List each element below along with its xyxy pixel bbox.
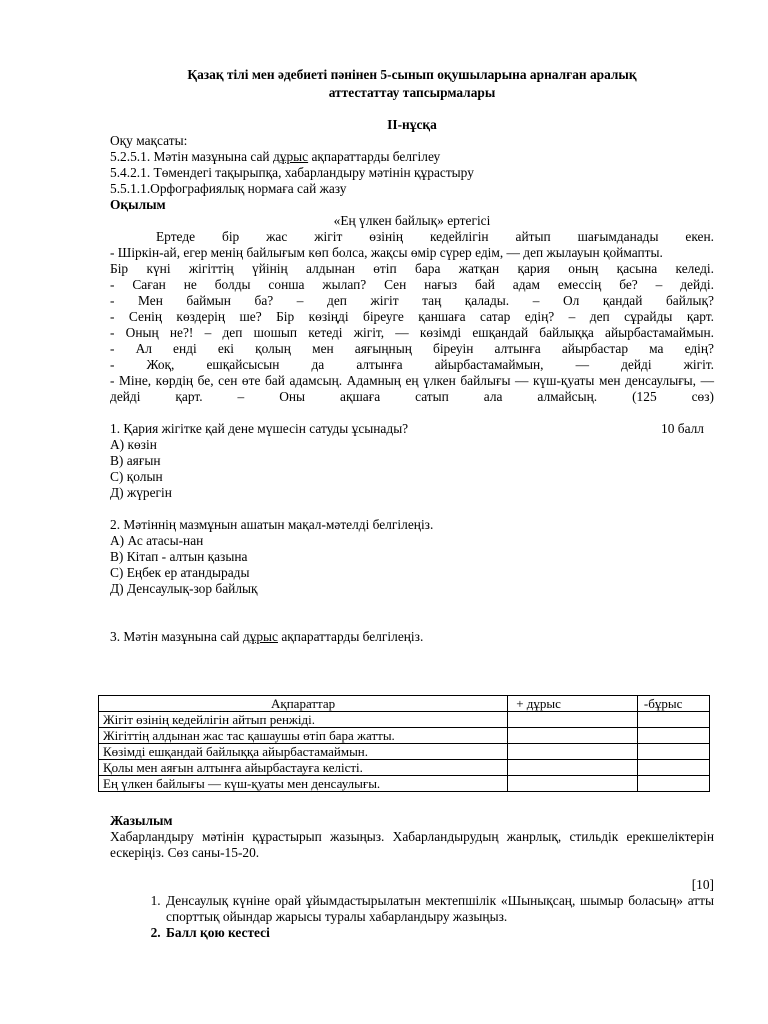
q2-option: С) Еңбек ер атандырады bbox=[110, 565, 250, 580]
question-2: 2. Мәтіннің мазмұнын ашатын мақал-мәтелді белгілеңіз. bbox=[110, 517, 434, 532]
document-page bbox=[110, 66, 714, 645]
page-title-line1: Қазақ тілі мен әдебиеті пәнінен 5-сынып оқушыларына арналған аралық bbox=[187, 67, 637, 82]
question-3: 3. Мәтін мазұнына сай дұрыс ақпараттарды белгілеңіз. bbox=[110, 629, 424, 644]
story-line: - Ал енді екі қолың мен аяғыңның біреуін алтынға айырбастар ма едің? bbox=[110, 341, 714, 356]
objectives-label: Оқу мақсаты: bbox=[110, 133, 188, 148]
objective-3: 5.5.1.1.Орфографиялық нормаға сай жазу bbox=[110, 181, 347, 196]
table-cell-statement: Көзімді ешқандай байлыққа айырбастамаймын. bbox=[99, 744, 508, 760]
variant-label: ІІ-нұсқа bbox=[387, 117, 437, 132]
question-1: 1. Қария жігітке қай дене мүшесін сатуды ұсынады? 10 балл bbox=[110, 421, 704, 436]
table-row bbox=[99, 712, 710, 728]
table-cell-incorrect[interactable] bbox=[637, 760, 709, 776]
table-row bbox=[99, 760, 710, 776]
table-cell-statement: Жігіттің алдынан жас тас қашаушы өтіп бара жатты. bbox=[99, 728, 508, 744]
info-table bbox=[98, 695, 710, 792]
story-line: Ертеде бір жас жігіт өзінің кедейлігін айтып шағымданады екен. bbox=[156, 229, 714, 244]
writing-task-2: 2. Балл қою кестесі bbox=[164, 925, 714, 941]
table-cell-incorrect[interactable] bbox=[637, 712, 709, 728]
writing-task-list bbox=[110, 893, 714, 941]
table-cell-correct[interactable] bbox=[508, 712, 638, 728]
story-line: - Мен баймын ба? – деп жігіт таң қалады. – Ол қандай байлық? bbox=[110, 293, 714, 308]
objective-1: 5.2.5.1. Мәтін мазұнына сай дұрыс ақпараттарды белгілеу bbox=[110, 149, 441, 164]
story-line: - Оның не?! – деп шошып кетеді жігіт, — көзімді ешқандай байлыққа айырбастамаймын. bbox=[110, 325, 714, 340]
story-line: Бір күні жігіттің үйінің алдынан өтіп бара жатқан қария оның қасына келеді. bbox=[110, 261, 714, 276]
q1-option: Д) жүрегін bbox=[110, 485, 172, 500]
q2-option: В) Кітап - алтын қазына bbox=[110, 549, 248, 564]
table-cell-incorrect[interactable] bbox=[637, 776, 709, 792]
writing-task-1: 1. Денсаулық күніне орай ұйымдастырылатын мектепшілік «Шынықсаң, шымыр боласың» атты спорттық ойындар жарысы туралы хабарландыру жазыңыз. bbox=[164, 893, 714, 925]
q1-option: В) аяғын bbox=[110, 453, 161, 468]
table-cell-correct[interactable] bbox=[508, 728, 638, 744]
writing-score: [10] bbox=[691, 877, 714, 892]
table-cell-correct[interactable] bbox=[508, 744, 638, 760]
question-1-score: 10 балл bbox=[661, 421, 704, 436]
table-header-info: Ақпараттар bbox=[99, 696, 508, 712]
story-title: «Ең үлкен байлық» ертегісі bbox=[333, 213, 491, 228]
story-line: - Саған не болды сонша жылап? Сен нағыз бай адам емессің бе? – дейді. bbox=[110, 277, 714, 292]
table-cell-correct[interactable] bbox=[508, 760, 638, 776]
story-line: - Жоқ, ешқайсысын да алтынға айырбастамаймын, — дейді жігіт. bbox=[110, 357, 714, 372]
story-line: - Міне, көрдің бе, сен өте бай адамсың. Адамның ең үлкен байлығы — күш-қуаты мен денсаулығы, — дейді қарт. – Оны ақшаға сатып ала алмайсың. (125 сөз) bbox=[110, 373, 714, 404]
table-cell-incorrect[interactable] bbox=[637, 728, 709, 744]
table-row bbox=[99, 728, 710, 744]
q1-option: С) қолын bbox=[110, 469, 163, 484]
writing-heading: Жазылым bbox=[110, 813, 173, 828]
q2-option: Д) Денсаулық-зор байлық bbox=[110, 581, 258, 596]
table-cell-incorrect[interactable] bbox=[637, 744, 709, 760]
table-cell-correct[interactable] bbox=[508, 776, 638, 792]
table-header-incorrect: -бұрыс bbox=[637, 696, 709, 712]
q2-option: А) Ас атасы-нан bbox=[110, 533, 204, 548]
table-row bbox=[99, 776, 710, 792]
writing-section bbox=[110, 813, 714, 941]
table-cell-statement: Жігіт өзінің кедейлігін айтып ренжіді. bbox=[99, 712, 508, 728]
objective-2: 5.4.2.1. Төмендегі тақырыпқа, хабарландыру мәтінін құрастыру bbox=[110, 165, 474, 180]
table-header-correct: + дұрыс bbox=[508, 696, 638, 712]
writing-instruction: Хабарландыру мәтінін құрастырып жазыңыз. Хабарландырудың жанрлық, стильдік ерекшеліктерін ескеріңіз. Сөз саны-15-20. bbox=[110, 829, 714, 860]
q1-option: А) көзін bbox=[110, 437, 157, 452]
story-line: - Сенің көздерің ше? Бір көзіңді біреуге қаншаға сатар едің? – деп сұрайды қарт. bbox=[110, 309, 714, 324]
table-cell-statement: Ең үлкен байлығы — күш-қуаты мен денсаулығы. bbox=[99, 776, 508, 792]
reading-heading: Оқылым bbox=[110, 197, 166, 212]
story-line: - Шіркін-ай, егер менің байлығым көп болса, жақсы өмір сүрер едім, — деп жылауын қоймапты. bbox=[110, 245, 663, 260]
table-row bbox=[99, 744, 710, 760]
page-title-line2: аттестаттау тапсырмалары bbox=[328, 85, 496, 100]
table-cell-statement: Қолы мен аяғын алтынға айырбастауға келісті. bbox=[99, 760, 508, 776]
